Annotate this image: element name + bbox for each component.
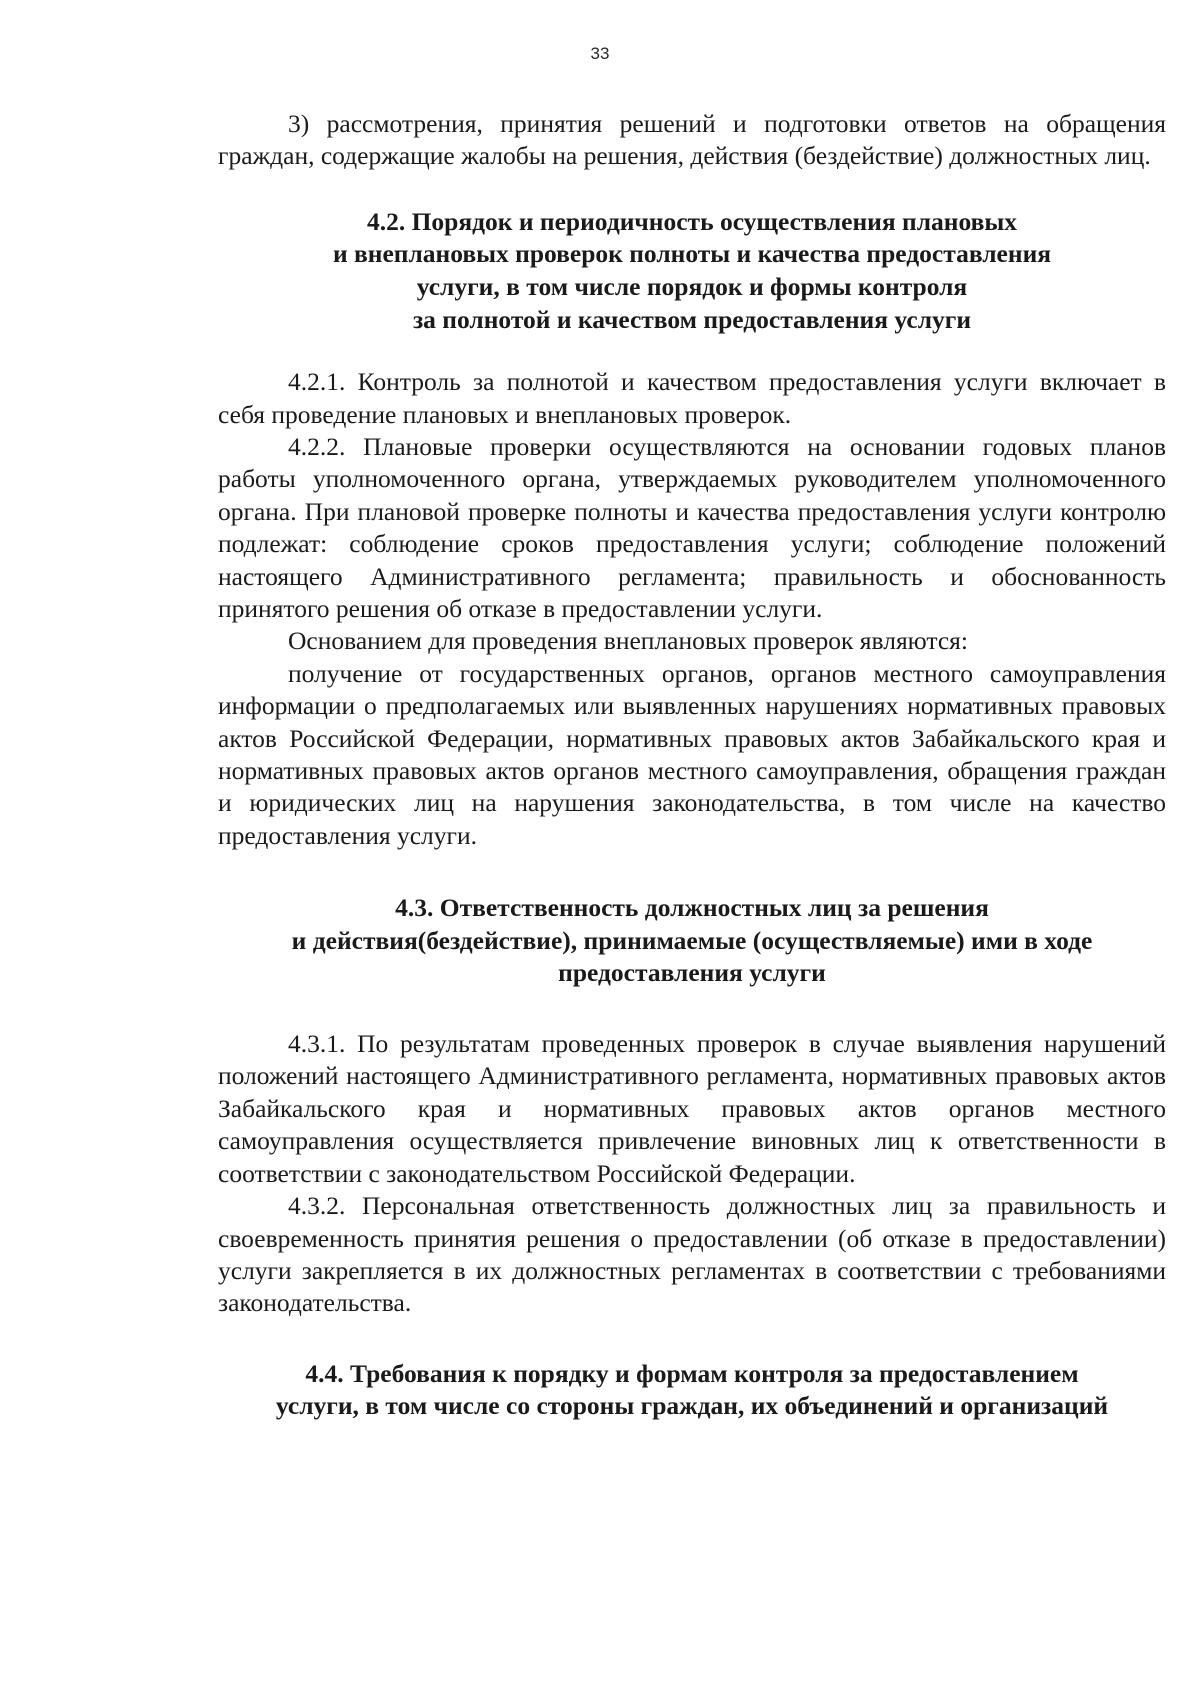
heading-line: предоставления услуги (558, 958, 826, 988)
page-content (218, 108, 1166, 1423)
heading-line: услуги, в том числе порядок и формы контроля (416, 272, 968, 301)
page-number: 33 (590, 44, 610, 63)
heading-line: за полнотой и качеством предоставления услуги (412, 304, 972, 334)
heading-section-4-4 (194, 1358, 1190, 1423)
heading-line: и действия(бездействие), принимаемые (осуществляемые) ими в ходе (291, 925, 1093, 955)
heading-line: и внеплановых проверок полноты и качества предоставления (332, 239, 1052, 269)
heading-line: 4.4. Требования к порядку и формам контроля за предоставлением (305, 1358, 1079, 1388)
paragraph-4-2-1: 4.2.1. Контроль за полнотой и качеством предоставления услуги включает в себя проведение плановых и внеплановых проверок. (218, 367, 1166, 429)
heading-line: 4.3. Ответственность должностных лиц за решения (395, 893, 989, 923)
paragraph-4-2-2: 4.2.2. Плановые проверки осуществляются на основании годовых планов работы уполномоченного органа, утверждаемых руководителем уполномоченного органа. При плановой проверке полноты и качества предоставления услуги контролю подлежат: соблюдение сроков предоставления услуги; соблюдение положений настоящего Административного регламента; правильность и обоснованность принятого решения об отказе в предоставлении услуги. (218, 432, 1166, 624)
paragraph-receipt-of-information: получение от государственных органов, органов местного самоуправления информации о предполагаемых или выявленных нарушениях нормативных правовых актов Российской Федерации, нормативных правовых актов Забайкальского края и нормативных правовых актов органов местного самоуправления, обращения граждан и юридических лиц на нарушения законодательства, в том числе на качество предоставления услуги. (218, 658, 1166, 850)
paragraph-item-3: 3) рассмотрения, принятия решений и подготовки ответов на обращения граждан, содержащие жалобы на решения, действия (бездействие) должностных лиц. (218, 109, 1166, 171)
heading-section-4-2 (218, 206, 1166, 336)
paragraph-unscheduled-grounds: Основанием для проведения внеплановых проверок являются: (288, 626, 968, 656)
paragraph-4-3-1: 4.3.1. По результатам проведенных проверок в случае выявления нарушений положений настоящего Административного регламента, нормативных правовых актов Забайкальского края и нормативных правовых актов органов местного самоуправления осуществляется привлечение виновных лиц к ответственности в соответствии с законодательством Российской Федерации. (218, 1029, 1166, 1188)
heading-section-4-3 (218, 892, 1166, 990)
heading-line: 4.2. Порядок и периодичность осуществления плановых (366, 206, 1018, 236)
heading-line: услуги, в том числе со стороны граждан, их объединений и организаций (275, 1391, 1109, 1421)
paragraph-4-3-2: 4.3.2. Персональная ответственность должностных лиц за правильность и своевременность принятия решения о предоставлении (об отказе в предоставлении) услуги закрепляется в их должностных регламентах в соответствии с требованиями законодательства. (218, 1191, 1166, 1318)
